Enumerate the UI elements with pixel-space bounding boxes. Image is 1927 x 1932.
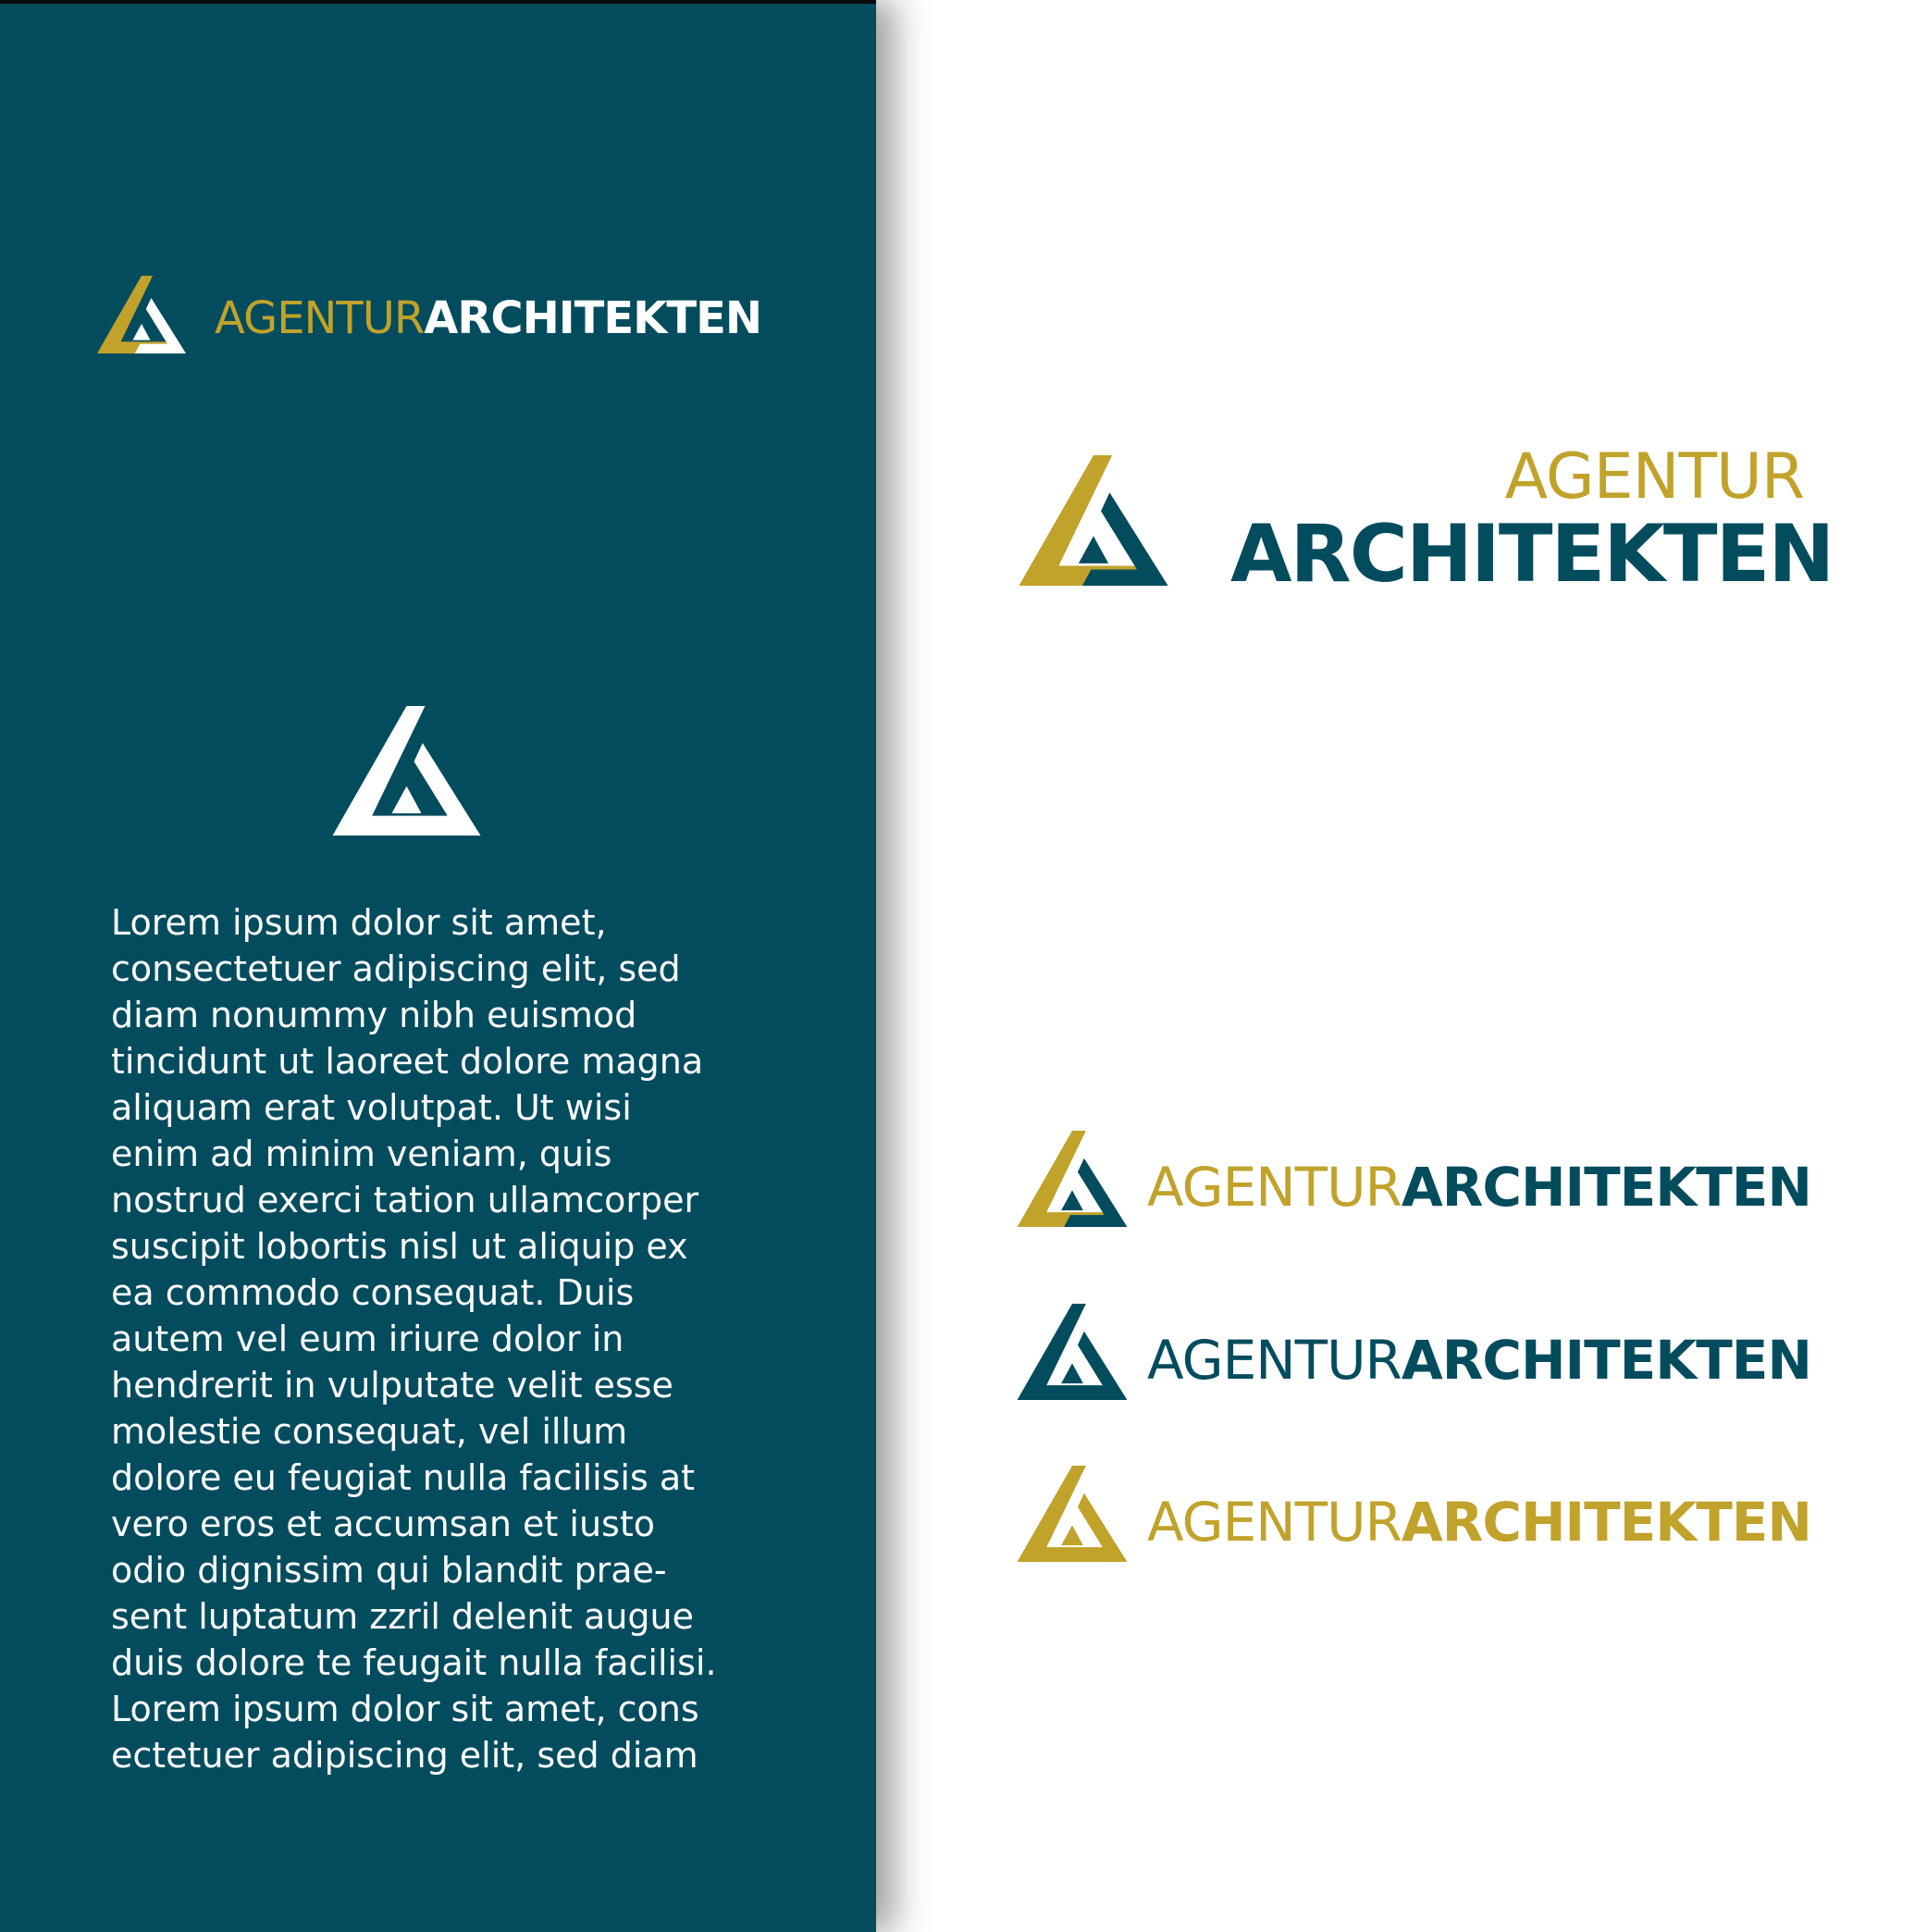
body-copy-line: autem vel eum iriure dolor in xyxy=(111,1319,624,1359)
body-copy-line: duis dolore te feugait nulla facilisi. xyxy=(111,1642,717,1683)
triangle-logo-icon xyxy=(1017,455,1170,586)
wordmark-architekten: ARCHITEKTEN xyxy=(1230,508,1834,601)
wordmark-agentur: AGENTUR xyxy=(1147,1156,1402,1219)
triangle-logo-icon xyxy=(97,276,186,353)
logo-wordmark xyxy=(1147,1329,1811,1392)
wordmark-agentur: AGENTUR xyxy=(1147,1491,1402,1554)
body-copy-line: consectetuer adipiscing elit, sed xyxy=(111,948,681,989)
brand-light-panel xyxy=(876,0,1927,1932)
wordmark-architekten: ARCHITEKTEN xyxy=(1401,1491,1811,1554)
brand-dark-panel xyxy=(0,0,876,1932)
body-copy-line: vero eros et accumsan et iusto xyxy=(111,1504,655,1544)
logo-wordmark xyxy=(1147,1156,1811,1219)
body-copy-line: molestie consequat, vel illum xyxy=(111,1411,628,1452)
body-copy-line: Lorem ipsum dolor sit amet, xyxy=(111,902,607,943)
body-copy-line: tincidunt ut laoreet dolore magna xyxy=(111,1041,704,1082)
wordmark-architekten: ARCHITEKTEN xyxy=(1401,1156,1811,1219)
body-copy-line: hendrerit in vulputate velit esse xyxy=(111,1365,673,1406)
wordmark-architekten: ARCHITEKTEN xyxy=(1401,1329,1811,1392)
triangle-logo-icon-white xyxy=(330,706,483,836)
wordmark-agentur: AGENTUR xyxy=(215,292,425,344)
logo-wordmark xyxy=(215,292,762,344)
triangle-logo-icon xyxy=(1017,1466,1128,1562)
body-copy-line: odio dignissim qui blandit prae- xyxy=(111,1550,667,1591)
triangle-logo-icon xyxy=(1017,1304,1128,1400)
body-copy-line: nostrud exerci tation ullamcorper xyxy=(111,1180,699,1220)
body-copy-line: diam nonummy nibh euismod xyxy=(111,995,637,1035)
body-copy-line: ectetuer adipiscing elit, sed diam xyxy=(111,1735,698,1776)
body-copy-line: sent luptatum zzril delenit augue xyxy=(111,1596,694,1637)
triangle-logo-icon xyxy=(1017,1131,1128,1227)
body-copy-line: ea commodo consequat. Duis xyxy=(111,1272,635,1313)
wordmark-agentur: AGENTUR xyxy=(1147,1329,1402,1392)
body-copy xyxy=(111,899,777,1778)
wordmark-architekten: ARCHITEKTEN xyxy=(424,292,762,344)
body-copy-line: aliquam erat volutpat. Ut wisi xyxy=(111,1087,632,1128)
body-copy-line: Lorem ipsum dolor sit amet, cons xyxy=(111,1689,699,1729)
body-copy-line: enim ad minim veniam, quis xyxy=(111,1133,612,1174)
body-copy-line: suscipit lobortis nisl ut aliquip ex xyxy=(111,1226,688,1267)
wordmark-agentur: AGENTUR xyxy=(1504,440,1804,514)
body-copy-line: dolore eu feugiat nulla facilisis at xyxy=(111,1457,696,1498)
logo-wordmark xyxy=(1147,1491,1811,1554)
